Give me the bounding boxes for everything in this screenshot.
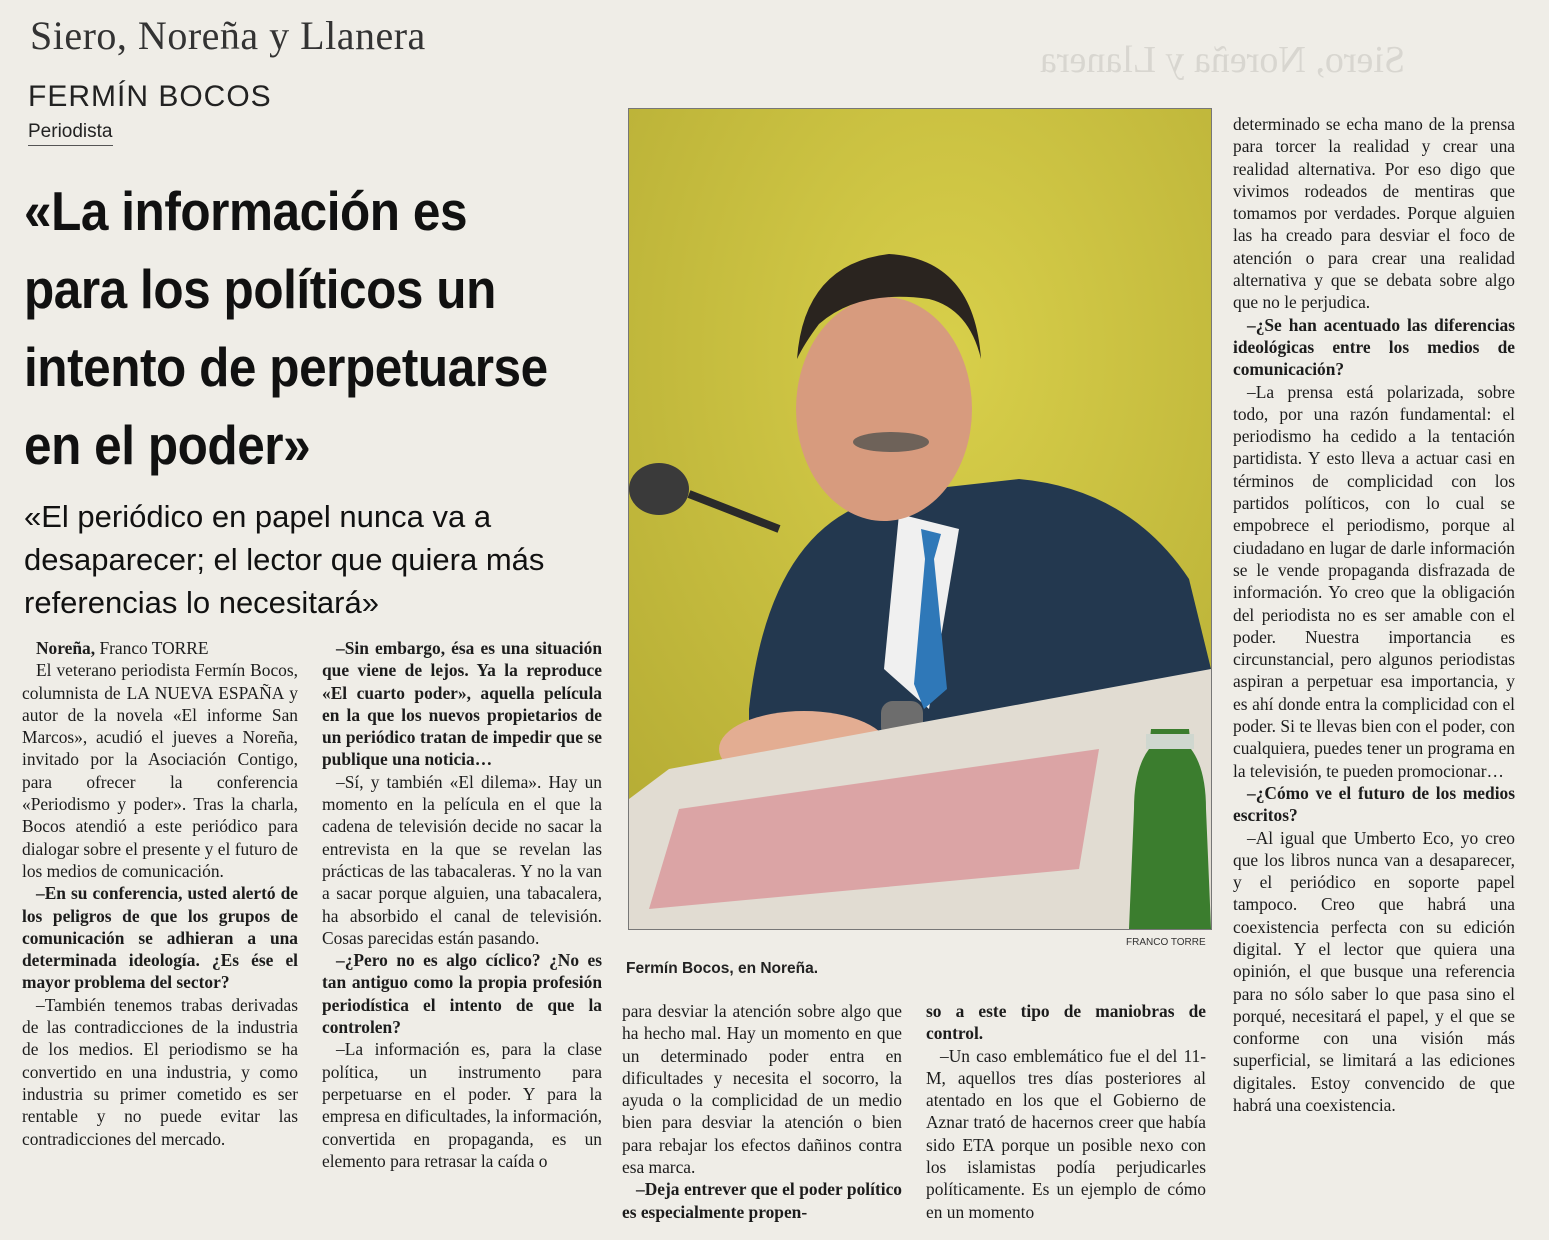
question: –¿Se han acentuado las diferencias ideológicas entre los medios de comunicación? [1233,314,1515,380]
article-column-3 [622,1000,902,1223]
author-name: FERMÍN BOCOS [28,80,272,113]
question: –¿Pero no es algo cíclico? ¿No es tan antiguo como la propia profesión periodística el intento de que la controlen? [322,950,602,1038]
answer: –Sí, y también «El dilema». Hay un momento en la película en el que la cadena de televisión decide no sacar la entrevista en la que se revelan las prácticas de las tabacaleras. Y no la van a sacar porque alguien, una tabacalera, ha absorbido el canal de televisión. Cosas parecidas están pasando. [322,771,602,948]
article-column-4 [926,1000,1206,1223]
answer: –También tenemos trabas derivadas de las contradicciones de la industria de los medios. El periodismo se ha convertido en una industria, y como industria su primer cometido es ser rentable y no puede evitar las contradicciones del mercado. [22,994,298,1149]
headline: «La información es para los políticos un intento de perpetuarse en el poder» [24,180,548,476]
answer: –La prensa está polarizada, sobre todo, por una razón fundamental: el periodismo ha cedido a la tentación partidista. Y esto lleva a actuar casi en términos de complicidad con los partidos políticos, con lo cual se empobrece el periodismo, porque al ciudadano en lugar de darle información se le vende propaganda disfrazada de información. Yo creo que la obligación del periodista no es ser amable con el poder. Nuestra importancia es circunstancial, pero algunos periodistas aspiran a perpetuar esa importancia, y es ahí donde entra la complicidad con el poder. Si te llevas bien con el poder, con cualquiera, puedes tener un programa en la televisión, te pueden promocionar… [1233,381,1515,781]
dateline-place: Noreña, [36,638,96,658]
question-continued: so a este tipo de maniobras de control. [926,1001,1206,1044]
moustache [853,432,929,452]
question: –¿Cómo ve el futuro de los medios escritos? [1233,782,1515,826]
question: –En su conferencia, usted alertó de los peligros de que los grupos de comunicación se adhieran a una determinada ideología. ¿Es ése el mayor problema del sector? [22,883,298,993]
subheadline: «El periódico en papel nunca va a desaparecer; el lector que quiera más referencias lo necesitará» [24,499,545,620]
article-column-2 [322,637,602,1172]
microphone-icon [629,463,689,515]
paragraph: determinado se echa mano de la prensa para torcer la realidad y crear una realidad alternativa. Por eso digo que vivimos rodeados de mentiras que tomamos por verdades. Porque alguien las ha creado para desviar el foco de atención o para crear una realidad alternativa y que se debata sobre algo que no le perjudica. [1233,114,1515,313]
head [796,297,972,521]
paragraph: para desviar la atención sobre algo que ha hecho mal. Hay un momento en que un determinado poder entra en dificultades y necesita el socorro, la ayuda o la complicidad de un medio bien para desviar la atención o bien para rebajar los efectos dañinos contra esa marca. [622,1001,902,1178]
article-column-5 [1233,113,1515,1116]
photo-caption: Fermín Bocos, en Noreña. [626,960,819,977]
paragraph: El veterano periodista Fermín Bocos, columnista de LA NUEVA ESPAÑA y autor de la novela «El informe San Marcos», acudió el jueves a Noreña, invitado por la Asociación Contigo, para ofrecer la conferencia «Periodismo y poder». Tras la charla, Bocos atendió a este periódico para dialogar sobre el presente y el futuro de los medios de comunicación. [22,660,298,881]
answer: –Un caso emblemático fue el del 11-M, aquellos tres días posteriores al atentado en los que el Gobierno de Aznar trató de hacernos creer que había sido ETA porque un posible nexo con los islamistas podía perjudicarles políticamente. Es un ejemplo de cómo en un momento [926,1045,1206,1222]
question: –Sin embargo, ésa es una situación que viene de lejos. Ya la reproduce «El cuarto poder», aquella película en la que los nuevos propietarios de un periódico tratan de impedir que se publique una noticia… [322,638,602,770]
bleed-through-ghost-text: Siero, Noreña y Llanera [1040,39,1406,81]
bottle-cap [1146,734,1194,749]
photo-illustration [629,109,1211,929]
portrait-photo [628,108,1212,930]
dateline-author: Franco TORRE [95,638,209,658]
question: –Deja entrever que el poder político es especialmente propen- [622,1179,902,1222]
dateline [22,637,298,659]
article-column-1 [22,637,298,1150]
answer: –La información es, para la clase política, un instrumento para perpetuarse en el poder. Y para la empresa en dificultades, la información, convertida en propaganda, es un elemento para retrasar la caída o [322,1039,602,1171]
section-header: Siero, Noreña y Llanera [30,13,426,58]
answer: –Al igual que Umberto Eco, yo creo que los libros nunca van a desaparecer, y el periódico en soporte papel tampoco. Creo que habrá una coexistencia perfecta con su edición digital. Y el lector que quiera una opinión, el que busque una referencia para no sólo saber lo que pasa sino el porqué, necesitará el papel, y el que se conforme con una visión más superficial, se limitará a las ediciones digitales. Estoy convencido de que habrá una coexistencia. [1233,827,1515,1116]
photo-credit: FRANCO TORRE [1126,937,1206,948]
author-role: Periodista [28,121,113,146]
